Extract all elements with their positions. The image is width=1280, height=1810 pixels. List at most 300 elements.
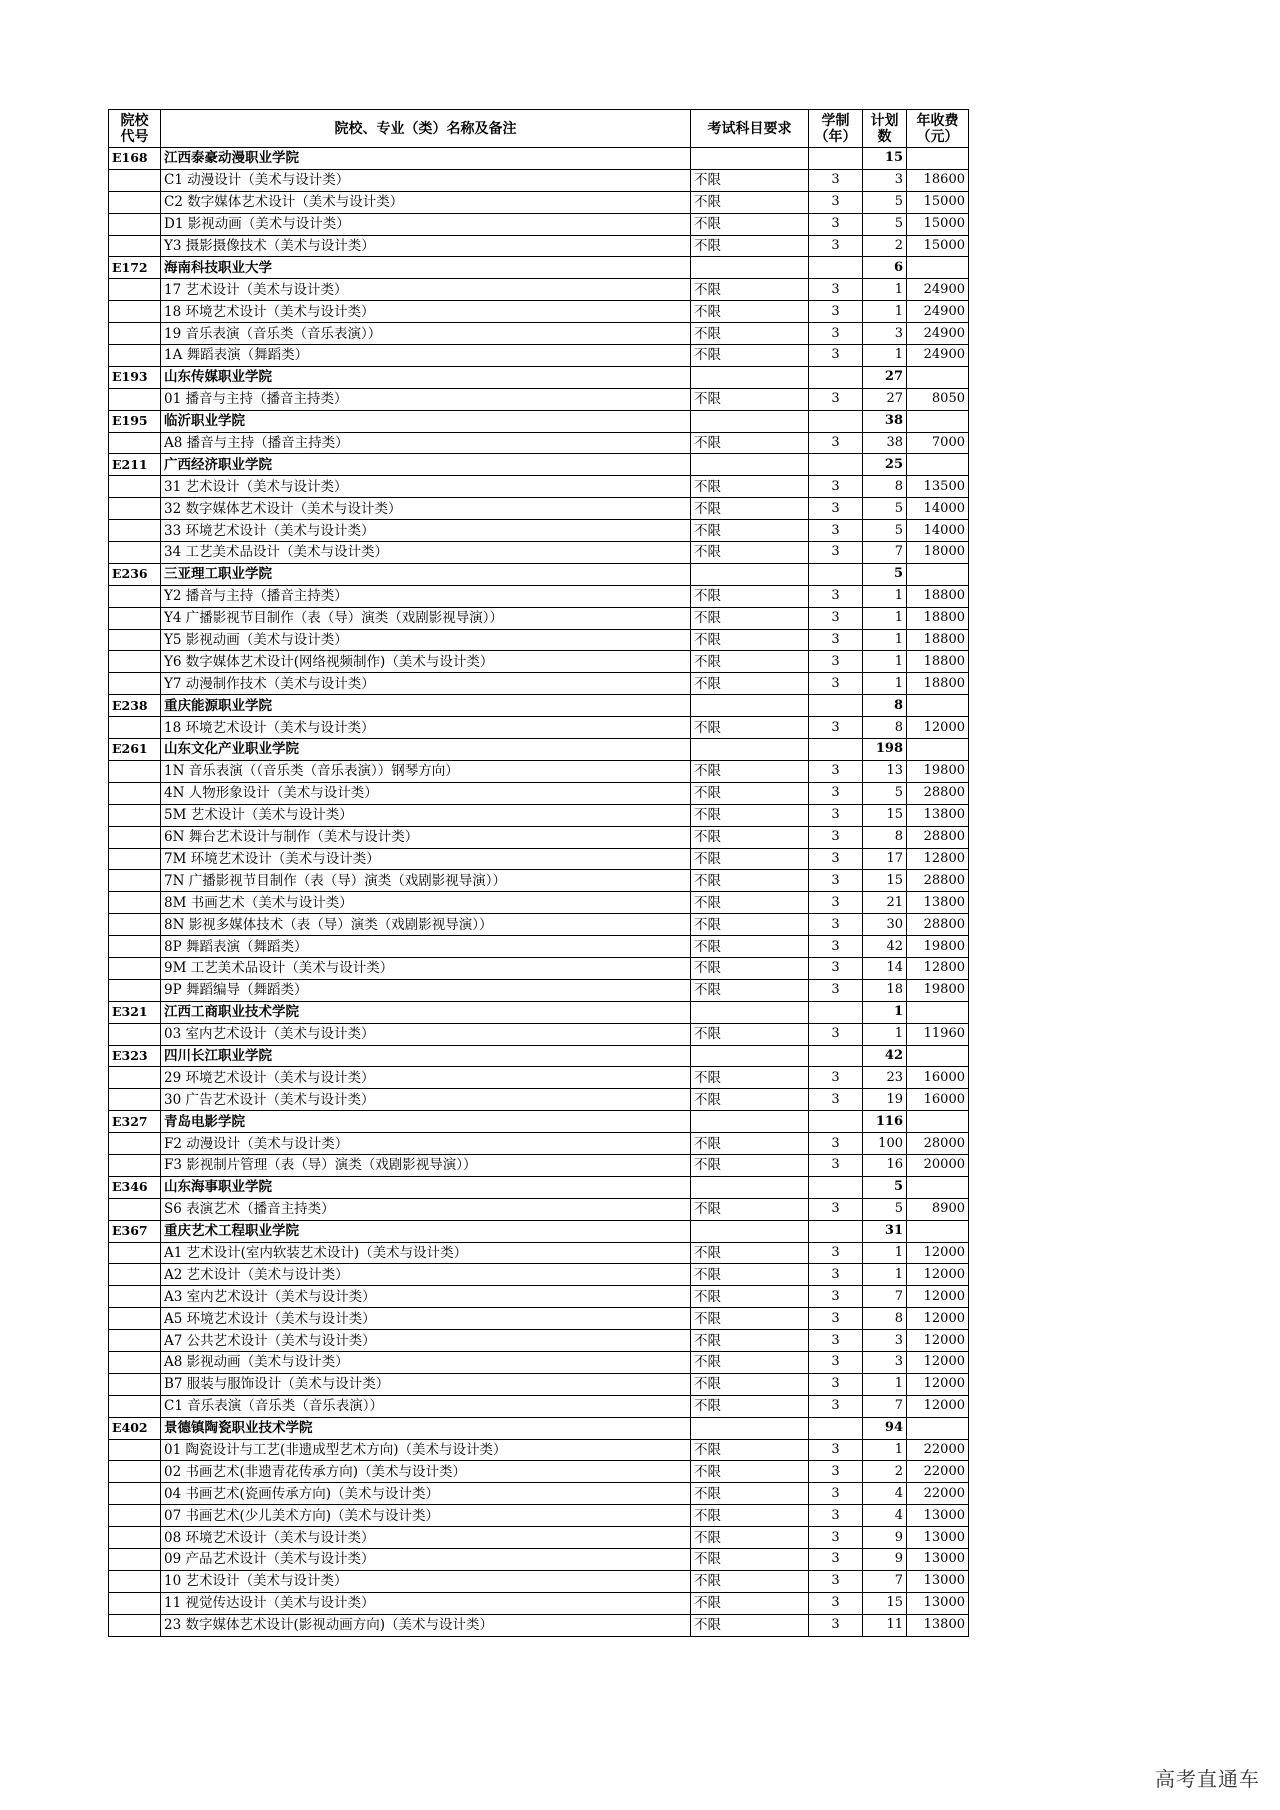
- major-fee: 20000: [907, 1154, 969, 1176]
- major-code-empty: [109, 1505, 161, 1527]
- major-fee: 12800: [907, 957, 969, 979]
- major-code-empty: [109, 936, 161, 958]
- major-subject: 不限: [691, 870, 809, 892]
- major-row: [109, 673, 969, 695]
- school-years-empty: [809, 695, 863, 717]
- major-fee: 28800: [907, 870, 969, 892]
- major-name: 1N 音乐表演（（音乐类（音乐表演））钢琴方向）: [161, 760, 691, 782]
- major-code-empty: [109, 432, 161, 454]
- major-fee: 13000: [907, 1505, 969, 1527]
- school-years-empty: [809, 1111, 863, 1133]
- major-plan: 4: [863, 1483, 907, 1505]
- school-name: 江西工商职业技术学院: [161, 1001, 691, 1023]
- school-plan-total: 27: [863, 366, 907, 388]
- school-years-empty: [809, 1176, 863, 1198]
- school-name: 临沂职业学院: [161, 410, 691, 432]
- major-plan: 3: [863, 323, 907, 345]
- major-name: 03 室内艺术设计（美术与设计类）: [161, 1023, 691, 1045]
- major-fee: 12000: [907, 1308, 969, 1330]
- major-subject: 不限: [691, 323, 809, 345]
- major-plan: 5: [863, 498, 907, 520]
- major-plan: 18: [863, 979, 907, 1001]
- major-code-empty: [109, 520, 161, 542]
- major-plan: 1: [863, 1264, 907, 1286]
- major-subject: 不限: [691, 235, 809, 257]
- major-name: Y6 数字媒体艺术设计(网络视频制作)（美术与设计类）: [161, 651, 691, 673]
- major-code-empty: [109, 585, 161, 607]
- major-code-empty: [109, 629, 161, 651]
- major-row: [109, 235, 969, 257]
- major-plan: 1: [863, 651, 907, 673]
- major-fee: 24900: [907, 301, 969, 323]
- major-row: [109, 979, 969, 1001]
- major-fee: 14000: [907, 498, 969, 520]
- major-years: 3: [809, 848, 863, 870]
- major-fee: 19800: [907, 979, 969, 1001]
- major-years: 3: [809, 1154, 863, 1176]
- major-row: [109, 629, 969, 651]
- major-subject: 不限: [691, 957, 809, 979]
- major-plan: 8: [863, 826, 907, 848]
- major-code-empty: [109, 717, 161, 739]
- major-subject: 不限: [691, 585, 809, 607]
- school-fee-empty: [907, 1176, 969, 1198]
- major-name: 08 环境艺术设计（美术与设计类）: [161, 1527, 691, 1549]
- major-fee: 18800: [907, 629, 969, 651]
- major-years: 3: [809, 1570, 863, 1592]
- major-years: 3: [809, 782, 863, 804]
- major-plan: 1: [863, 301, 907, 323]
- major-years: 3: [809, 651, 863, 673]
- major-code-empty: [109, 1264, 161, 1286]
- school-code: E168: [109, 148, 161, 170]
- header-plan: 计划 数: [863, 110, 907, 148]
- major-subject: 不限: [691, 388, 809, 410]
- school-name: 广西经济职业学院: [161, 454, 691, 476]
- major-subject: 不限: [691, 1264, 809, 1286]
- major-code-empty: [109, 1461, 161, 1483]
- major-plan: 15: [863, 804, 907, 826]
- major-fee: 12000: [907, 1395, 969, 1417]
- major-plan: 2: [863, 1461, 907, 1483]
- major-code-empty: [109, 979, 161, 1001]
- major-years: 3: [809, 476, 863, 498]
- major-subject: 不限: [691, 607, 809, 629]
- school-row: [109, 454, 969, 476]
- major-subject: 不限: [691, 1154, 809, 1176]
- major-row: [109, 651, 969, 673]
- major-row: [109, 191, 969, 213]
- school-name: 景德镇陶瓷职业技术学院: [161, 1417, 691, 1439]
- major-code-empty: [109, 870, 161, 892]
- major-name: 8N 影视多媒体技术（表（导）演类（戏剧影视导演））: [161, 914, 691, 936]
- major-fee: 13000: [907, 1592, 969, 1614]
- major-plan: 3: [863, 1330, 907, 1352]
- school-years-empty: [809, 454, 863, 476]
- major-row: [109, 476, 969, 498]
- major-name: F3 影视制片管理（表（导）演类（戏剧影视导演））: [161, 1154, 691, 1176]
- major-subject: 不限: [691, 1089, 809, 1111]
- school-plan-total: 15: [863, 148, 907, 170]
- major-fee: 13000: [907, 1549, 969, 1571]
- major-row: [109, 1198, 969, 1220]
- major-name: A3 室内艺术设计（美术与设计类）: [161, 1286, 691, 1308]
- major-code-empty: [109, 1483, 161, 1505]
- major-code-empty: [109, 1067, 161, 1089]
- major-name: C1 音乐表演（音乐类（音乐表演））: [161, 1395, 691, 1417]
- header-subject: 考试科目要求: [691, 110, 809, 148]
- major-subject: 不限: [691, 1242, 809, 1264]
- major-fee: 28800: [907, 826, 969, 848]
- major-subject: 不限: [691, 213, 809, 235]
- major-row: [109, 169, 969, 191]
- major-years: 3: [809, 213, 863, 235]
- major-plan: 3: [863, 169, 907, 191]
- school-row: [109, 148, 969, 170]
- major-plan: 8: [863, 717, 907, 739]
- major-subject: 不限: [691, 1395, 809, 1417]
- school-years-empty: [809, 1001, 863, 1023]
- major-fee: 24900: [907, 345, 969, 367]
- major-plan: 16: [863, 1154, 907, 1176]
- major-years: 3: [809, 388, 863, 410]
- major-subject: 不限: [691, 498, 809, 520]
- school-code: E172: [109, 257, 161, 279]
- major-code-empty: [109, 323, 161, 345]
- major-fee: 13800: [907, 1614, 969, 1636]
- school-code: E367: [109, 1220, 161, 1242]
- major-years: 3: [809, 673, 863, 695]
- major-fee: 12000: [907, 717, 969, 739]
- school-row: [109, 1417, 969, 1439]
- major-row: [109, 914, 969, 936]
- major-name: 18 环境艺术设计（美术与设计类）: [161, 301, 691, 323]
- major-plan: 7: [863, 1286, 907, 1308]
- school-code: E261: [109, 739, 161, 761]
- major-plan: 5: [863, 191, 907, 213]
- major-row: [109, 1527, 969, 1549]
- major-fee: 12000: [907, 1264, 969, 1286]
- school-fee-empty: [907, 148, 969, 170]
- major-subject: 不限: [691, 1439, 809, 1461]
- major-name: 10 艺术设计（美术与设计类）: [161, 1570, 691, 1592]
- major-name: 32 数字媒体艺术设计（美术与设计类）: [161, 498, 691, 520]
- major-row: [109, 1439, 969, 1461]
- major-subject: 不限: [691, 1614, 809, 1636]
- major-code-empty: [109, 782, 161, 804]
- major-fee: 28800: [907, 782, 969, 804]
- major-code-empty: [109, 914, 161, 936]
- major-years: 3: [809, 1242, 863, 1264]
- school-plan-total: 6: [863, 257, 907, 279]
- major-plan: 2: [863, 235, 907, 257]
- school-fee-empty: [907, 1001, 969, 1023]
- major-code-empty: [109, 651, 161, 673]
- major-code-empty: [109, 848, 161, 870]
- major-years: 3: [809, 1089, 863, 1111]
- major-years: 3: [809, 957, 863, 979]
- major-subject: 不限: [691, 848, 809, 870]
- major-years: 3: [809, 1439, 863, 1461]
- major-name: 6N 舞台艺术设计与制作（美术与设计类）: [161, 826, 691, 848]
- school-fee-empty: [907, 454, 969, 476]
- major-row: [109, 1614, 969, 1636]
- school-plan-total: 42: [863, 1045, 907, 1067]
- school-row: [109, 257, 969, 279]
- major-code-empty: [109, 760, 161, 782]
- major-row: [109, 1570, 969, 1592]
- major-code-empty: [109, 1198, 161, 1220]
- school-fee-empty: [907, 563, 969, 585]
- major-name: F2 动漫设计（美术与设计类）: [161, 1133, 691, 1155]
- major-code-empty: [109, 1439, 161, 1461]
- major-name: A5 环境艺术设计（美术与设计类）: [161, 1308, 691, 1330]
- school-fee-empty: [907, 1045, 969, 1067]
- major-plan: 5: [863, 520, 907, 542]
- major-row: [109, 388, 969, 410]
- school-code: E321: [109, 1001, 161, 1023]
- major-fee: 15000: [907, 213, 969, 235]
- school-name: 重庆能源职业学院: [161, 695, 691, 717]
- major-subject: 不限: [691, 673, 809, 695]
- school-name: 山东海事职业学院: [161, 1176, 691, 1198]
- header-years: 学制 （年）: [809, 110, 863, 148]
- major-name: 01 播音与主持（播音主持类）: [161, 388, 691, 410]
- major-name: Y7 动漫制作技术（美术与设计类）: [161, 673, 691, 695]
- major-fee: 28000: [907, 1133, 969, 1155]
- major-subject: 不限: [691, 476, 809, 498]
- major-years: 3: [809, 1308, 863, 1330]
- major-subject: 不限: [691, 1133, 809, 1155]
- school-fee-empty: [907, 1111, 969, 1133]
- major-years: 3: [809, 1330, 863, 1352]
- major-fee: 8900: [907, 1198, 969, 1220]
- major-name: S6 表演艺术（播音主持类）: [161, 1198, 691, 1220]
- school-fee-empty: [907, 1220, 969, 1242]
- major-fee: 16000: [907, 1067, 969, 1089]
- major-name: 02 书画艺术(非遗青花传承方向)（美术与设计类）: [161, 1461, 691, 1483]
- major-fee: 18800: [907, 651, 969, 673]
- school-plan-total: 31: [863, 1220, 907, 1242]
- school-plan-total: 38: [863, 410, 907, 432]
- major-years: 3: [809, 914, 863, 936]
- major-name: 23 数字媒体艺术设计(影视动画方向)（美术与设计类）: [161, 1614, 691, 1636]
- school-code: E402: [109, 1417, 161, 1439]
- major-code-empty: [109, 804, 161, 826]
- major-plan: 15: [863, 1592, 907, 1614]
- major-row: [109, 279, 969, 301]
- major-plan: 100: [863, 1133, 907, 1155]
- major-years: 3: [809, 1133, 863, 1155]
- major-row: [109, 1461, 969, 1483]
- major-subject: 不限: [691, 1570, 809, 1592]
- major-years: 3: [809, 629, 863, 651]
- major-plan: 15: [863, 870, 907, 892]
- school-row: [109, 1001, 969, 1023]
- major-name: 30 广告艺术设计（美术与设计类）: [161, 1089, 691, 1111]
- major-name: 33 环境艺术设计（美术与设计类）: [161, 520, 691, 542]
- major-subject: 不限: [691, 629, 809, 651]
- school-plan-total: 198: [863, 739, 907, 761]
- major-row: [109, 870, 969, 892]
- major-subject: 不限: [691, 345, 809, 367]
- major-name: 9M 工艺美术品设计（美术与设计类）: [161, 957, 691, 979]
- major-code-empty: [109, 1308, 161, 1330]
- major-years: 3: [809, 1549, 863, 1571]
- major-fee: 14000: [907, 520, 969, 542]
- school-code: E346: [109, 1176, 161, 1198]
- major-fee: 13000: [907, 1527, 969, 1549]
- major-code-empty: [109, 213, 161, 235]
- major-row: [109, 1154, 969, 1176]
- school-row: [109, 739, 969, 761]
- major-code-empty: [109, 1570, 161, 1592]
- major-years: 3: [809, 607, 863, 629]
- major-code-empty: [109, 673, 161, 695]
- major-plan: 42: [863, 936, 907, 958]
- major-years: 3: [809, 323, 863, 345]
- school-fee-empty: [907, 366, 969, 388]
- major-name: A7 公共艺术设计（美术与设计类）: [161, 1330, 691, 1352]
- header-school-code: 院校 代号: [109, 110, 161, 148]
- major-years: 3: [809, 520, 863, 542]
- school-code: E327: [109, 1111, 161, 1133]
- major-years: 3: [809, 717, 863, 739]
- major-code-empty: [109, 476, 161, 498]
- major-row: [109, 607, 969, 629]
- major-row: [109, 1592, 969, 1614]
- school-plan-total: 25: [863, 454, 907, 476]
- major-row: [109, 585, 969, 607]
- major-row: [109, 826, 969, 848]
- major-code-empty: [109, 542, 161, 564]
- major-years: 3: [809, 301, 863, 323]
- major-row: [109, 213, 969, 235]
- major-years: 3: [809, 432, 863, 454]
- major-code-empty: [109, 498, 161, 520]
- major-name: 31 艺术设计（美术与设计类）: [161, 476, 691, 498]
- major-row: [109, 345, 969, 367]
- school-years-empty: [809, 1045, 863, 1067]
- major-fee: 19800: [907, 760, 969, 782]
- major-plan: 1: [863, 1373, 907, 1395]
- major-subject: 不限: [691, 804, 809, 826]
- major-name: 07 书画艺术(少儿美术方向)（美术与设计类）: [161, 1505, 691, 1527]
- school-years-empty: [809, 148, 863, 170]
- school-years-empty: [809, 257, 863, 279]
- major-code-empty: [109, 1023, 161, 1045]
- major-name: 1A 舞蹈表演（舞蹈类）: [161, 345, 691, 367]
- major-subject: 不限: [691, 432, 809, 454]
- major-plan: 1: [863, 345, 907, 367]
- major-fee: 18800: [907, 673, 969, 695]
- major-years: 3: [809, 1461, 863, 1483]
- major-plan: 30: [863, 914, 907, 936]
- school-row: [109, 366, 969, 388]
- major-plan: 9: [863, 1549, 907, 1571]
- major-subject: 不限: [691, 782, 809, 804]
- school-name: 重庆艺术工程职业学院: [161, 1220, 691, 1242]
- school-plan-total: 5: [863, 563, 907, 585]
- school-subject-empty: [691, 410, 809, 432]
- major-name: 29 环境艺术设计（美术与设计类）: [161, 1067, 691, 1089]
- major-plan: 17: [863, 848, 907, 870]
- school-row: [109, 1176, 969, 1198]
- major-plan: 14: [863, 957, 907, 979]
- school-fee-empty: [907, 1417, 969, 1439]
- major-years: 3: [809, 1527, 863, 1549]
- major-code-empty: [109, 345, 161, 367]
- major-plan: 27: [863, 388, 907, 410]
- major-row: [109, 957, 969, 979]
- major-name: 8P 舞蹈表演（舞蹈类）: [161, 936, 691, 958]
- school-row: [109, 1045, 969, 1067]
- major-plan: 5: [863, 1198, 907, 1220]
- major-subject: 不限: [691, 301, 809, 323]
- school-subject-empty: [691, 1220, 809, 1242]
- major-code-empty: [109, 169, 161, 191]
- major-years: 3: [809, 1614, 863, 1636]
- major-name: 01 陶瓷设计与工艺(非遗成型艺术方向)（美术与设计类）: [161, 1439, 691, 1461]
- major-years: 3: [809, 235, 863, 257]
- major-name: 18 环境艺术设计（美术与设计类）: [161, 717, 691, 739]
- school-subject-empty: [691, 1417, 809, 1439]
- major-subject: 不限: [691, 520, 809, 542]
- major-code-empty: [109, 279, 161, 301]
- major-fee: 18800: [907, 607, 969, 629]
- major-row: [109, 432, 969, 454]
- school-subject-empty: [691, 257, 809, 279]
- major-fee: 24900: [907, 279, 969, 301]
- major-subject: 不限: [691, 1461, 809, 1483]
- admission-plan-table: [108, 109, 969, 1637]
- major-plan: 13: [863, 760, 907, 782]
- major-code-empty: [109, 191, 161, 213]
- major-code-empty: [109, 1089, 161, 1111]
- major-plan: 5: [863, 782, 907, 804]
- major-plan: 1: [863, 279, 907, 301]
- major-fee: 7000: [907, 432, 969, 454]
- major-row: [109, 498, 969, 520]
- major-name: 4N 人物形象设计（美术与设计类）: [161, 782, 691, 804]
- major-name: 11 视觉传达设计（美术与设计类）: [161, 1592, 691, 1614]
- major-fee: 12000: [907, 1242, 969, 1264]
- header-fee: 年收费 （元）: [907, 110, 969, 148]
- school-plan-total: 8: [863, 695, 907, 717]
- major-years: 3: [809, 1592, 863, 1614]
- major-subject: 不限: [691, 1483, 809, 1505]
- major-fee: 11960: [907, 1023, 969, 1045]
- major-code-empty: [109, 1242, 161, 1264]
- school-code: E211: [109, 454, 161, 476]
- major-fee: 13800: [907, 892, 969, 914]
- major-fee: 15000: [907, 235, 969, 257]
- major-plan: 1: [863, 1242, 907, 1264]
- school-subject-empty: [691, 1001, 809, 1023]
- major-name: C1 动漫设计（美术与设计类）: [161, 169, 691, 191]
- major-row: [109, 1242, 969, 1264]
- major-row: [109, 760, 969, 782]
- major-subject: 不限: [691, 542, 809, 564]
- school-name: 山东文化产业职业学院: [161, 739, 691, 761]
- major-years: 3: [809, 1286, 863, 1308]
- major-years: 3: [809, 1373, 863, 1395]
- school-subject-empty: [691, 366, 809, 388]
- major-subject: 不限: [691, 914, 809, 936]
- major-name: A2 艺术设计（美术与设计类）: [161, 1264, 691, 1286]
- major-fee: 13800: [907, 804, 969, 826]
- major-subject: 不限: [691, 979, 809, 1001]
